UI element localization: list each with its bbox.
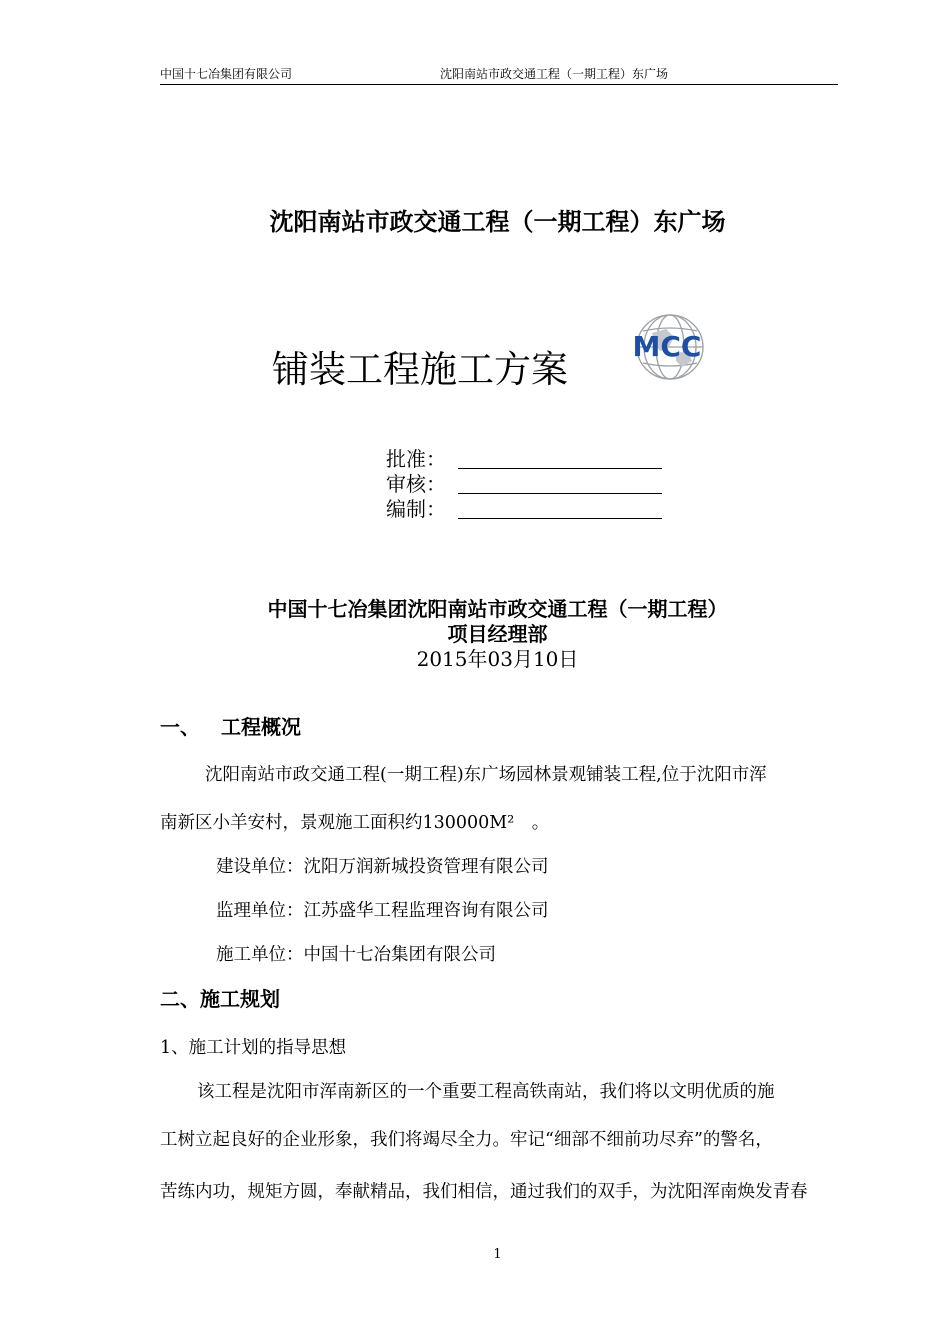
compile-label: 编制：	[386, 497, 446, 521]
review-signature-line	[458, 493, 662, 494]
logo-text: MCC	[632, 330, 702, 363]
section1-title: 工程概况	[220, 715, 301, 739]
approve-label: 批准：	[386, 447, 446, 471]
review-row	[386, 471, 456, 497]
header-company: 中国十七冶集团有限公司	[160, 67, 293, 81]
builder-line: 建设单位：沈阳万润新城投资管理有限公司	[216, 857, 549, 877]
cover-subtitle: 铺装工程施工方案	[272, 348, 568, 391]
compile-row	[386, 496, 456, 522]
mcc-logo-icon	[616, 313, 720, 387]
section2-sub1: 1、施工计划的指导思想	[160, 1038, 347, 1058]
section2-line3: 苦练内功，规矩方圆，奉献精品，我们相信，通过我们的双手，为沈阳浑南焕发青春	[160, 1182, 808, 1202]
section1-para-line1: 沈阳南站市政交通工程(一期工程)东广场园林景观铺装工程,位于沈阳市浑	[205, 765, 767, 785]
section2-line2: 工树立起良好的企业形象，我们将竭尽全力。牢记“细部不细前功尽弃”的警名，	[160, 1130, 773, 1150]
section1-para-line2: 南新区小羊安村，景观施工面积约130000M² 。	[160, 813, 550, 833]
approve-signature-line	[458, 468, 662, 469]
cover-date: 2015年03月10日	[416, 647, 579, 671]
section1-number: 一、	[160, 715, 200, 739]
supervisor-line: 监理单位：江苏盛华工程监理咨询有限公司	[216, 901, 549, 921]
header-project: 沈阳南站市政交通工程（一期工程）东广场	[440, 67, 669, 81]
section2-heading: 二、施工规划	[160, 987, 280, 1011]
page-header	[160, 66, 838, 85]
section2-line1: 该工程是沈阳市浑南新区的一个重要工程高铁南站，我们将以文明优质的施	[197, 1082, 775, 1102]
contractor-line: 施工单位：中国十七冶集团有限公司	[216, 945, 496, 965]
approve-row	[386, 446, 456, 472]
page-number: 1	[493, 1247, 502, 1262]
compile-signature-line	[458, 518, 662, 519]
org-line1: 中国十七冶集团沈阳南站市政交通工程（一期工程）	[267, 597, 728, 621]
section1-heading	[160, 713, 301, 741]
review-label: 审核：	[386, 472, 446, 496]
cover-title: 沈阳南站市政交通工程（一期工程）东广场	[269, 207, 726, 236]
org-line2: 项目经理部	[447, 622, 548, 646]
